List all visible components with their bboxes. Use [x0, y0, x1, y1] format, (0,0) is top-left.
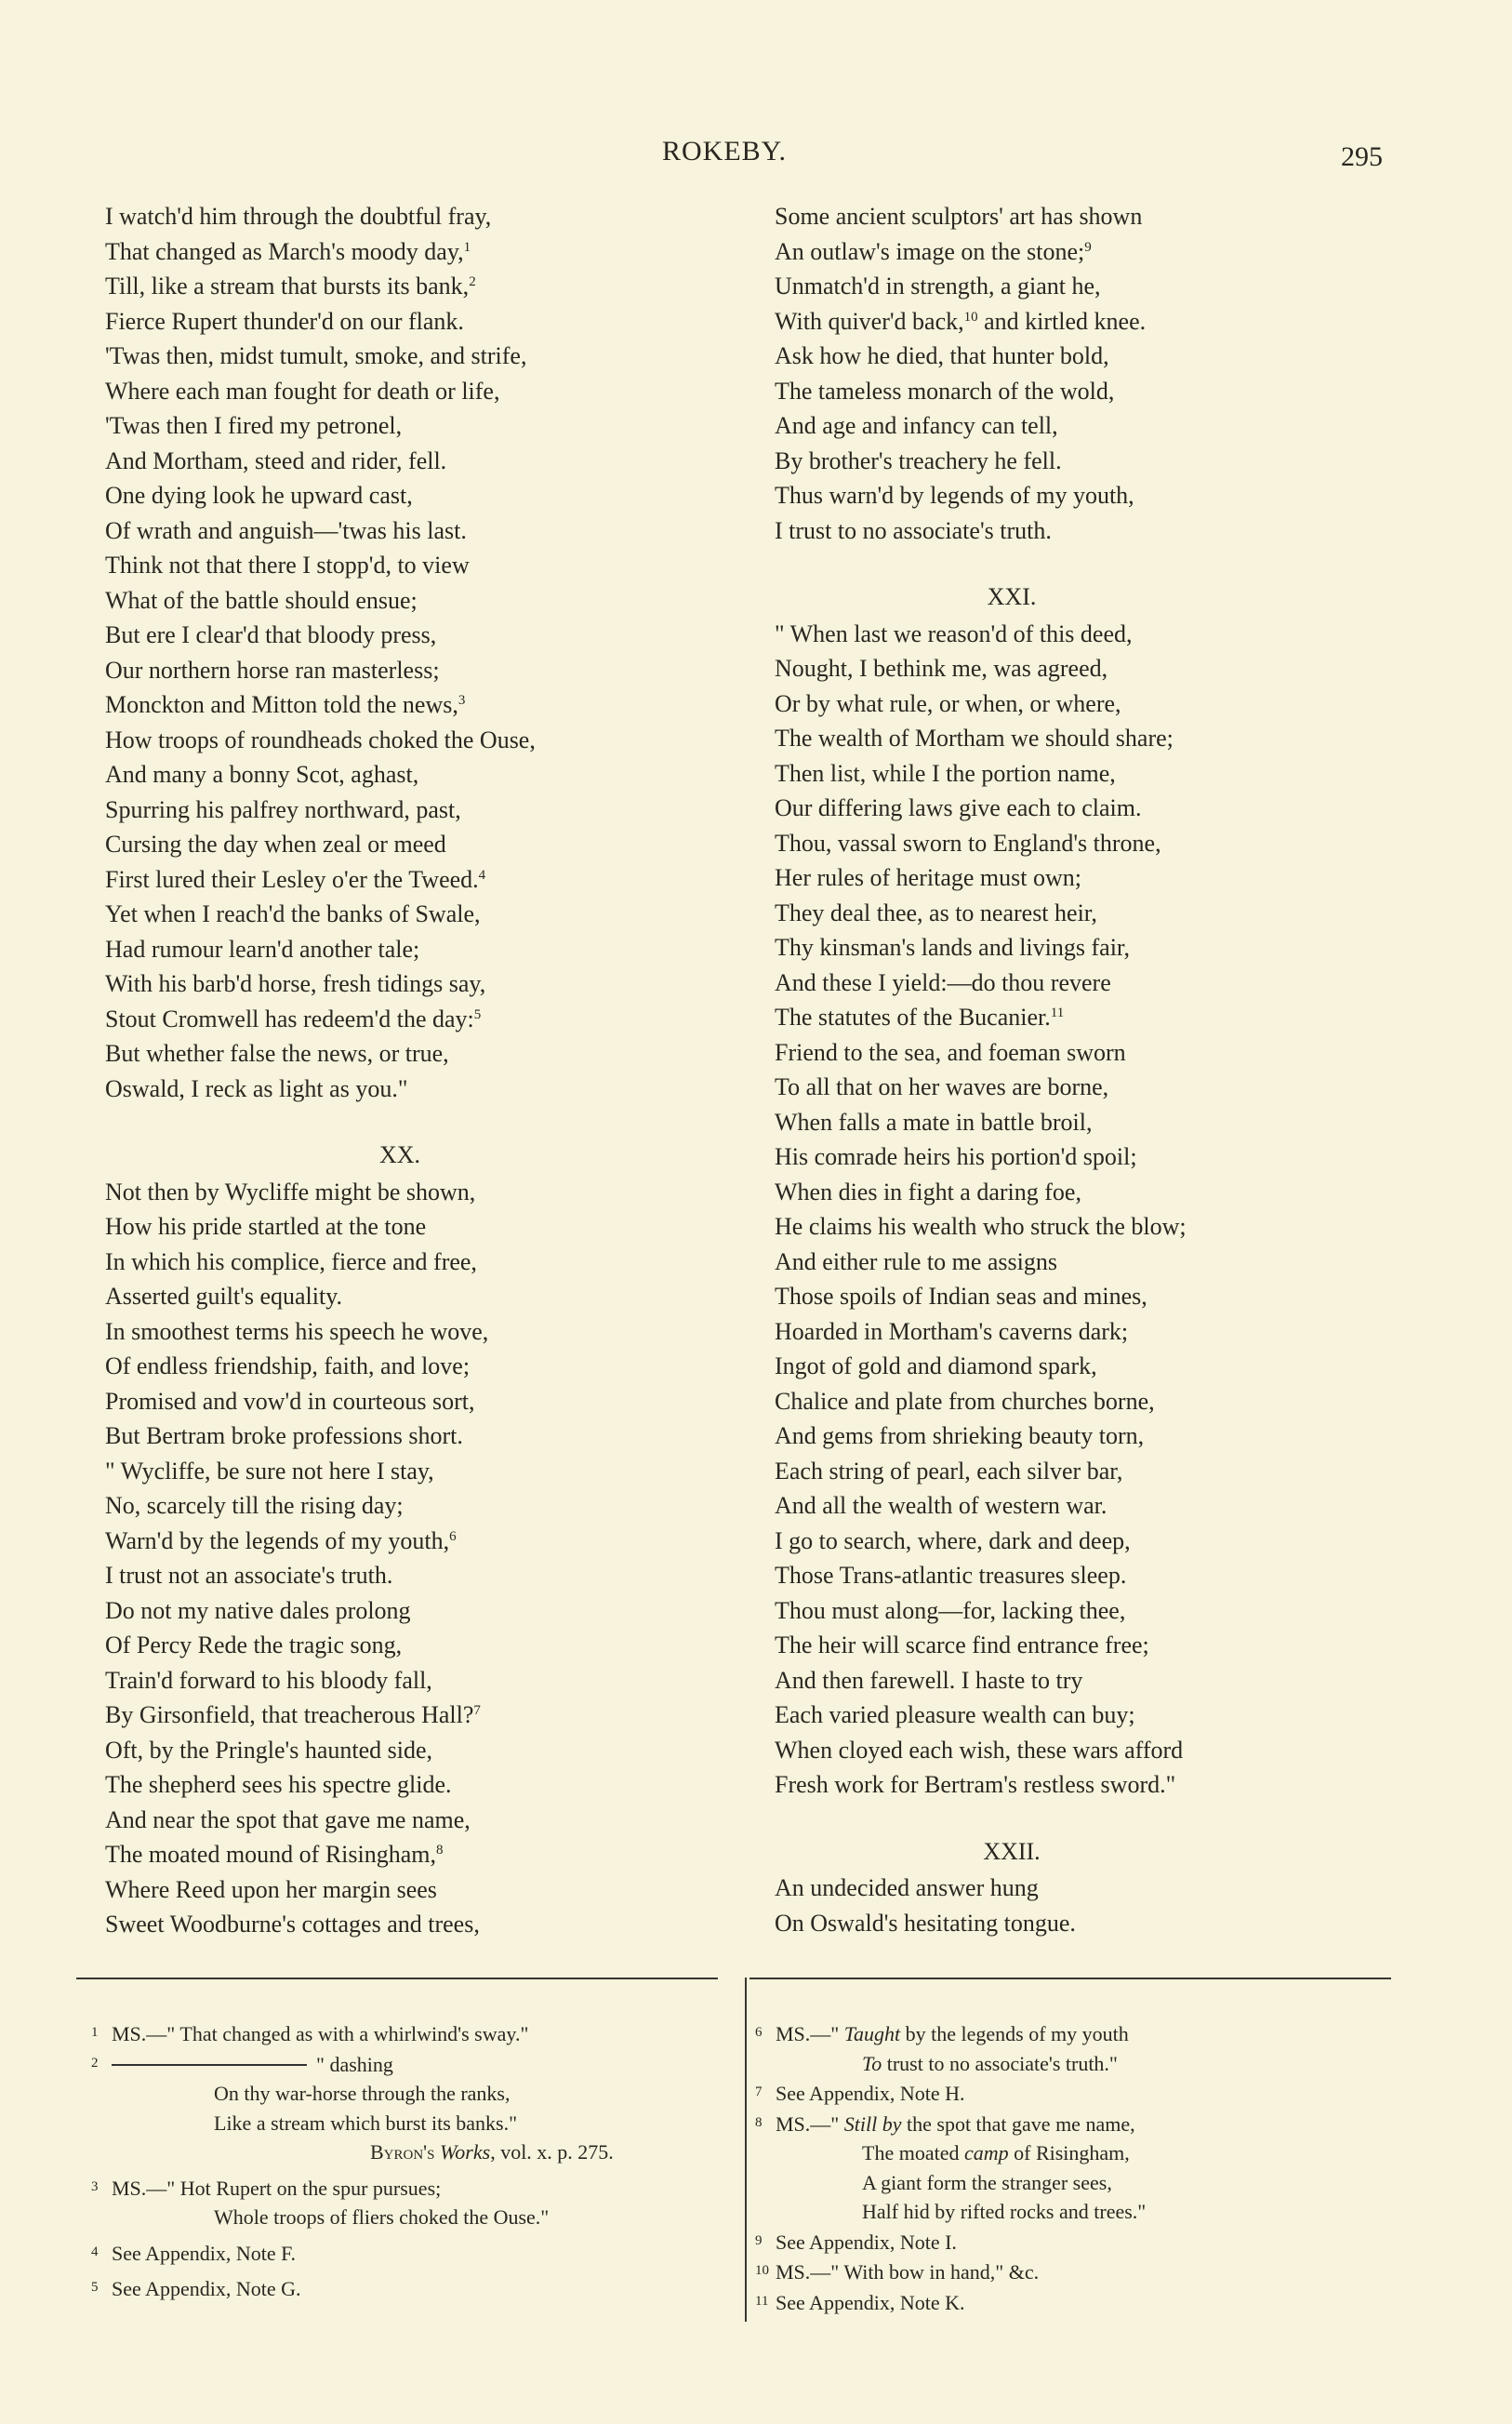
verse-text: By Girsonfield, that treacherous Hall?	[105, 1701, 474, 1728]
verse-text: Her rules of heritage must own;	[775, 864, 1081, 891]
verse-line	[105, 1872, 737, 1908]
footnote-text: trust to no associate's truth."	[882, 2051, 1118, 2075]
footnote-italic: To	[862, 2051, 882, 2075]
verse-text: What of the battle should ensue;	[105, 586, 418, 614]
footnote-text: by the legends of my youth	[900, 2022, 1129, 2045]
footnote-number: 6	[755, 2025, 763, 2040]
verse-line	[775, 1524, 1407, 1559]
footnote-text: The moated	[862, 2141, 964, 2164]
verse-text: Oswald, I reck as light as you."	[105, 1074, 408, 1102]
verse-text: Of endless friendship, faith, and love;	[105, 1352, 471, 1379]
verse-text: The tameless monarch of the wold,	[775, 377, 1115, 405]
stanza-number: XXII.	[983, 1837, 1041, 1865]
footnote-marker: 5	[473, 1006, 482, 1022]
column-divider	[745, 1978, 747, 2322]
verse-text: Ask how he died, that hunter bold,	[775, 342, 1109, 369]
footnote	[755, 2227, 1387, 2258]
verse-text: Monckton and Mitton told the news,	[105, 691, 458, 718]
footnote-text: See Appendix, Note K.	[776, 2290, 965, 2314]
verse-text: Chalice and plate from churches borne,	[775, 1387, 1155, 1415]
verse-text: I trust to no associate's truth.	[775, 516, 1052, 544]
verse-line	[105, 408, 737, 444]
verse-block	[775, 617, 1407, 1803]
verse-text: Think not that there I stopp'd, to view	[105, 552, 470, 579]
verse-text: The wealth of Mortham we should share;	[775, 725, 1174, 752]
verse-line	[775, 1558, 1407, 1593]
verse-line	[105, 234, 737, 270]
footnote-marker: 1	[463, 239, 471, 255]
verse-line	[105, 199, 737, 234]
verse-line	[105, 1245, 737, 1280]
verse-line	[105, 1072, 737, 1107]
verse-text: How troops of roundheads choked the Ouse,	[105, 726, 536, 753]
verse-text: Promised and vow'd in courteous sort,	[105, 1387, 475, 1415]
verse-text: I go to search, where, dark and deep,	[775, 1526, 1131, 1554]
verse-block	[105, 199, 737, 1106]
footnotes-left	[91, 2018, 723, 2304]
verse-line	[775, 513, 1407, 549]
verse-line	[775, 1000, 1407, 1035]
running-title: ROKEBY.	[662, 136, 787, 166]
footnote	[755, 2109, 1387, 2139]
verse-text: Do not my native dales prolong	[105, 1596, 411, 1624]
verse-line	[775, 966, 1407, 1001]
verse-text: Oft, by the Pringle's haunted side,	[105, 1736, 433, 1764]
left-column	[105, 199, 737, 1942]
footnote	[755, 2257, 1387, 2287]
footnote-text: See Appendix, Note F.	[112, 2241, 297, 2265]
verse-text: Thus warn'd by legends of my youth,	[775, 482, 1134, 509]
verse-text: Some ancient sculptors' art has shown	[775, 203, 1143, 230]
verse-text: But Bertram broke professions short.	[105, 1422, 463, 1449]
verse-text: And gems from shrieking beauty torn,	[775, 1422, 1145, 1449]
verse-line	[105, 862, 737, 898]
verse-text: Or by what rule, or when, or where,	[775, 689, 1121, 717]
stanza-number: XX.	[378, 1141, 421, 1168]
stanza-number: XXI.	[987, 583, 1037, 610]
verse-line	[775, 339, 1407, 374]
verse-line	[775, 1871, 1407, 1906]
verse-text: I trust not an associate's truth.	[105, 1562, 393, 1589]
verse-line	[105, 304, 737, 340]
verse-line	[105, 1767, 737, 1803]
verse-line	[775, 1139, 1407, 1175]
verse-text: An outlaw's image on the stone;	[775, 237, 1085, 265]
verse-line	[105, 618, 737, 653]
footnote-text: MS.—"	[776, 2111, 844, 2136]
verse-text: With his barb'd horse, fresh tidings say,	[105, 970, 486, 997]
verse-line	[105, 444, 737, 479]
verse-text: In which his complice, fierce and free,	[105, 1247, 477, 1275]
verse-text: Not then by Wycliffe might be shown,	[105, 1178, 476, 1205]
verse-text: " Wycliffe, be sure not here I stay,	[105, 1457, 434, 1485]
footnote	[91, 2273, 723, 2304]
verse-text: And these I yield:—do thou revere	[775, 968, 1111, 996]
verse-text: Hoarded in Mortham's caverns dark;	[775, 1317, 1129, 1345]
footnote-text: See Appendix, Note G.	[112, 2277, 301, 2300]
footnote-text: See Appendix, Note H.	[776, 2082, 965, 2105]
verse-text: To all that on her waves are borne,	[775, 1073, 1109, 1100]
verse-text: But ere I clear'd that bloody press,	[105, 621, 437, 648]
verse-line	[775, 791, 1407, 826]
verse-line	[775, 1105, 1407, 1140]
verse-line	[775, 1906, 1407, 1941]
verse-text: The heir will scarce find entrance free;	[775, 1632, 1149, 1658]
footnote-number: 7	[755, 2084, 763, 2099]
verse-line	[775, 1314, 1407, 1350]
footnote-text: MS.—" That changed as with a whirlwind's sway."	[112, 2022, 529, 2045]
verse-text: The shepherd sees his spectre glide.	[105, 1771, 452, 1798]
verse-line	[775, 1349, 1407, 1384]
verse-line	[105, 1209, 737, 1245]
verse-text: Fresh work for Bertram's restless sword."	[775, 1771, 1176, 1798]
verse-line	[775, 1418, 1407, 1454]
verse-text: An undecided answer hung	[775, 1874, 1039, 1901]
verse-text: Fierce Rupert thunder'd on our flank.	[105, 307, 464, 335]
verse-text: And Mortham, steed and rider, fell.	[105, 446, 447, 474]
footnote-divider	[749, 1978, 1391, 1979]
footnote-number: 11	[755, 2293, 769, 2309]
footnote-citation	[91, 2138, 723, 2167]
verse-line	[775, 304, 1407, 340]
footnote-italic: Still by	[843, 2111, 902, 2136]
footnote-number: 9	[755, 2232, 763, 2248]
verse-text: Then list, while I the portion name,	[775, 759, 1116, 787]
footnote-text: the spot that gave me name,	[901, 2111, 1135, 2136]
verse-line	[775, 896, 1407, 931]
verse-text: And either rule to me assigns	[775, 1247, 1057, 1275]
verse-text: Our northern horse ran masterless;	[105, 656, 440, 684]
footnote-italic: camp	[963, 2141, 1009, 2164]
verse-line	[775, 1593, 1407, 1629]
footnote	[91, 2238, 723, 2269]
citation-work: Works	[439, 2140, 491, 2164]
verse-line	[105, 478, 737, 513]
verse-text: Till, like a stream that bursts its bank,	[105, 273, 470, 300]
footnote-italic: Taught	[843, 2022, 901, 2045]
verse-line	[105, 548, 737, 583]
footnote-text: Whole troops of fliers choked the Ouse."	[214, 2205, 550, 2229]
footnote	[91, 2049, 723, 2080]
verse-text: With quiver'd back,	[775, 307, 964, 335]
verse-text: His comrade heirs his portion'd spoil;	[775, 1143, 1137, 1170]
verse-text: First lured their Lesley o'er the Tweed.	[105, 865, 479, 893]
verse-line	[775, 234, 1407, 270]
verse-text: Warn'd by the legends of my youth,	[105, 1526, 450, 1554]
verse-text: Thou must along—for, lacking thee,	[775, 1596, 1126, 1624]
verse-line	[105, 966, 737, 1002]
footnote-text: A giant form the stranger sees,	[862, 2170, 1112, 2194]
verse-block	[105, 1175, 737, 1942]
verse-line	[105, 1002, 737, 1037]
verse-line	[775, 199, 1407, 234]
verse-line	[775, 1209, 1407, 1245]
verse-line	[105, 1384, 737, 1419]
verse-line	[775, 1628, 1407, 1663]
verse-line	[775, 408, 1407, 444]
verse-line	[775, 860, 1407, 896]
footnote-marker: 8	[436, 1843, 444, 1858]
verse-line	[105, 1733, 737, 1768]
verse-line	[105, 1628, 737, 1663]
verse-line	[775, 1698, 1407, 1733]
footnote-number: 2	[91, 2055, 99, 2071]
verse-line	[105, 1663, 737, 1698]
verse-line	[775, 1175, 1407, 1210]
verse-text: Those Trans-atlantic treasures sleep.	[775, 1562, 1127, 1589]
footnote-line	[755, 2138, 1387, 2168]
verse-text: And then farewell. I haste to try	[775, 1666, 1083, 1694]
verse-line	[105, 1698, 737, 1733]
verse-text: And near the spot that gave me name,	[105, 1805, 471, 1833]
verse-line	[105, 687, 737, 723]
citation-author: Byron's	[370, 2140, 435, 2164]
verse-text: Of Percy Rede the tragic song,	[105, 1632, 403, 1658]
footnote-text: MS.—" With bow in hand," &c.	[776, 2260, 1040, 2284]
verse-line	[775, 444, 1407, 479]
verse-line	[105, 1803, 737, 1838]
verse-line	[775, 651, 1407, 686]
verse-line	[105, 1524, 737, 1559]
verse-line	[105, 269, 737, 304]
footnote	[91, 2018, 723, 2049]
verse-text: On Oswald's hesitating tongue.	[775, 1909, 1076, 1937]
footnote-divider	[76, 1978, 718, 1979]
verse-line	[775, 617, 1407, 652]
verse-line	[775, 930, 1407, 966]
verse-text: Train'd forward to his bloody fall,	[105, 1666, 432, 1694]
verse-line	[105, 932, 737, 967]
verse-text: Thou, vassal sworn to England's throne,	[775, 829, 1161, 857]
verse-line	[775, 1245, 1407, 1280]
verse-line	[775, 756, 1407, 792]
verse-text: Sweet Woodburne's cottages and trees,	[105, 1911, 480, 1938]
footnotes-right	[755, 2018, 1387, 2317]
verse-text: Spurring his palfrey northward, past,	[105, 795, 461, 823]
verse-line	[105, 827, 737, 862]
page-number: 295	[1341, 141, 1383, 172]
footnote-marker: 6	[449, 1528, 457, 1544]
footnote-number: 5	[91, 2280, 99, 2295]
verse-line	[105, 757, 737, 792]
verse-line	[105, 1418, 737, 1454]
verse-text: Where Reed upon her margin sees	[105, 1875, 437, 1903]
footnote-text: of Risingham,	[1008, 2141, 1130, 2164]
footnote-marker: 11	[1050, 1006, 1065, 1020]
verse-text: Stout Cromwell has redeem'd the day:	[105, 1005, 474, 1032]
verse-line	[775, 374, 1407, 409]
verse-line	[105, 1454, 737, 1489]
verse-text: Each varied pleasure wealth can buy;	[775, 1701, 1135, 1728]
right-column	[775, 199, 1407, 1940]
footnote	[755, 2078, 1387, 2109]
footnote-marker: 3	[458, 693, 466, 708]
footnote-text: MS.—" Hot Rupert on the spur pursues;	[112, 2176, 442, 2200]
verse-text: Of wrath and anguish—'twas his last.	[105, 516, 467, 544]
verse-text: When falls a mate in battle broil,	[775, 1108, 1093, 1136]
verse-text: The moated mound of Risingham,	[105, 1841, 437, 1868]
verse-line	[775, 1070, 1407, 1105]
verse-line	[105, 1593, 737, 1629]
verse-line	[105, 723, 737, 758]
verse-text: When dies in fight a daring foe,	[775, 1178, 1081, 1205]
verse-line	[775, 1733, 1407, 1768]
verse-line	[105, 1279, 737, 1314]
verse-line	[775, 269, 1407, 304]
verse-text: Where each man fought for death or life,	[105, 377, 500, 405]
verse-text: No, scarcely till the rising day;	[105, 1492, 404, 1519]
verse-line	[105, 1837, 737, 1872]
dash-rule	[112, 2064, 307, 2066]
footnote-number: 8	[755, 2114, 763, 2130]
verse-line	[105, 1314, 737, 1350]
verse-block	[775, 199, 1407, 548]
verse-text: 'Twas then I fired my petronel,	[105, 412, 403, 439]
verse-text: 'Twas then, midst tumult, smoke, and strife,	[105, 342, 527, 369]
footnote-marker: 7	[473, 1703, 481, 1718]
footnote	[91, 2173, 723, 2204]
footnote	[755, 2018, 1387, 2049]
footnote-text: Half hid by rifted rocks and trees."	[862, 2200, 1147, 2223]
verse-line	[775, 826, 1407, 861]
footnote-line	[755, 2049, 1387, 2079]
verse-text: And many a bonny Scot, aghast,	[105, 761, 419, 788]
verse-line	[105, 374, 737, 409]
verse-line	[105, 897, 737, 932]
footnote-marker: 9	[1084, 239, 1092, 255]
verse-line	[105, 1488, 737, 1524]
verse-line	[105, 1175, 737, 1210]
footnote-text: Like a stream which burst its banks."	[214, 2111, 518, 2135]
verse-line	[105, 1036, 737, 1072]
verse-line	[105, 513, 737, 549]
verse-line	[105, 1558, 737, 1593]
verse-text: Each string of pearl, each silver bar,	[775, 1457, 1123, 1485]
footnote-text: MS.—"	[776, 2022, 844, 2045]
verse-text: Cursing the day when zeal or meed	[105, 831, 446, 858]
verse-text: Those spoils of Indian seas and mines,	[775, 1283, 1147, 1310]
verse-text: Had rumour learn'd another tale;	[105, 935, 420, 963]
verse-text: In smoothest terms his speech he wove,	[105, 1317, 489, 1345]
verse-text: Friend to the sea, and foeman sworn	[775, 1038, 1126, 1066]
verse-text: I watch'd him through the doubtful fray,	[105, 203, 492, 230]
footnote-number: 3	[91, 2178, 99, 2194]
verse-line	[775, 1384, 1407, 1419]
footnote-marker: 10	[963, 309, 978, 325]
verse-line	[775, 721, 1407, 756]
footnote-text: " dashing	[316, 2052, 393, 2076]
verse-line	[775, 1767, 1407, 1803]
footnote-text: See Appendix, Note I.	[776, 2230, 957, 2254]
verse-text: and kirtled knee.	[977, 307, 1147, 335]
verse-text: When cloyed each wish, these wars afford	[775, 1736, 1184, 1764]
verse-text: By brother's treachery he fell.	[775, 446, 1062, 474]
verse-line	[105, 653, 737, 688]
verse-text: Unmatch'd in strength, a giant he,	[775, 273, 1101, 300]
verse-text: And all the wealth of western war.	[775, 1492, 1107, 1519]
verse-line	[105, 583, 737, 619]
verse-line	[105, 1907, 737, 1942]
verse-text: They deal thee, as to nearest heir,	[775, 899, 1097, 926]
verse-line	[105, 1349, 737, 1384]
footnote-marker: 2	[469, 274, 476, 289]
verse-text: How his pride startled at the tone	[105, 1213, 427, 1240]
verse-line	[775, 478, 1407, 513]
verse-text: Asserted guilt's equality.	[105, 1283, 343, 1310]
verse-block	[775, 1871, 1407, 1940]
verse-text: Our differing laws give each to claim.	[775, 794, 1142, 821]
verse-text: And age and infancy can tell,	[775, 412, 1058, 439]
footnote-number: 4	[91, 2244, 99, 2259]
footnote-marker: 4	[478, 867, 486, 883]
verse-line	[775, 1454, 1407, 1489]
verse-text: That changed as March's moody day,	[105, 237, 464, 265]
verse-line	[105, 792, 737, 828]
verse-text: One dying look he upward cast,	[105, 482, 413, 509]
verse-line	[775, 686, 1407, 722]
verse-line	[775, 1488, 1407, 1524]
verse-text: But whether false the news, or true,	[105, 1040, 449, 1067]
verse-line	[775, 1035, 1407, 1071]
verse-text: Thy kinsman's lands and livings fair,	[775, 934, 1131, 961]
verse-line	[775, 1663, 1407, 1698]
verse-text: Nought, I bethink me, was agreed,	[775, 655, 1108, 682]
footnote-number: 1	[91, 2025, 99, 2040]
footnote	[755, 2287, 1387, 2318]
footnote-text: On thy war-horse through the ranks,	[214, 2082, 511, 2105]
verse-text: He claims his wealth who struck the blow;	[775, 1213, 1187, 1240]
verse-line	[105, 339, 737, 374]
verse-line	[775, 1279, 1407, 1314]
verse-text: Ingot of gold and diamond spark,	[775, 1352, 1097, 1379]
citation-ref: , vol. x. p. 275.	[490, 2140, 614, 2164]
footnote-number: 10	[755, 2263, 769, 2278]
verse-text: Yet when I reach'd the banks of Swale,	[105, 900, 481, 927]
verse-text: " When last we reason'd of this deed,	[775, 619, 1133, 647]
verse-text: The statutes of the Bucanier.	[775, 1004, 1051, 1031]
